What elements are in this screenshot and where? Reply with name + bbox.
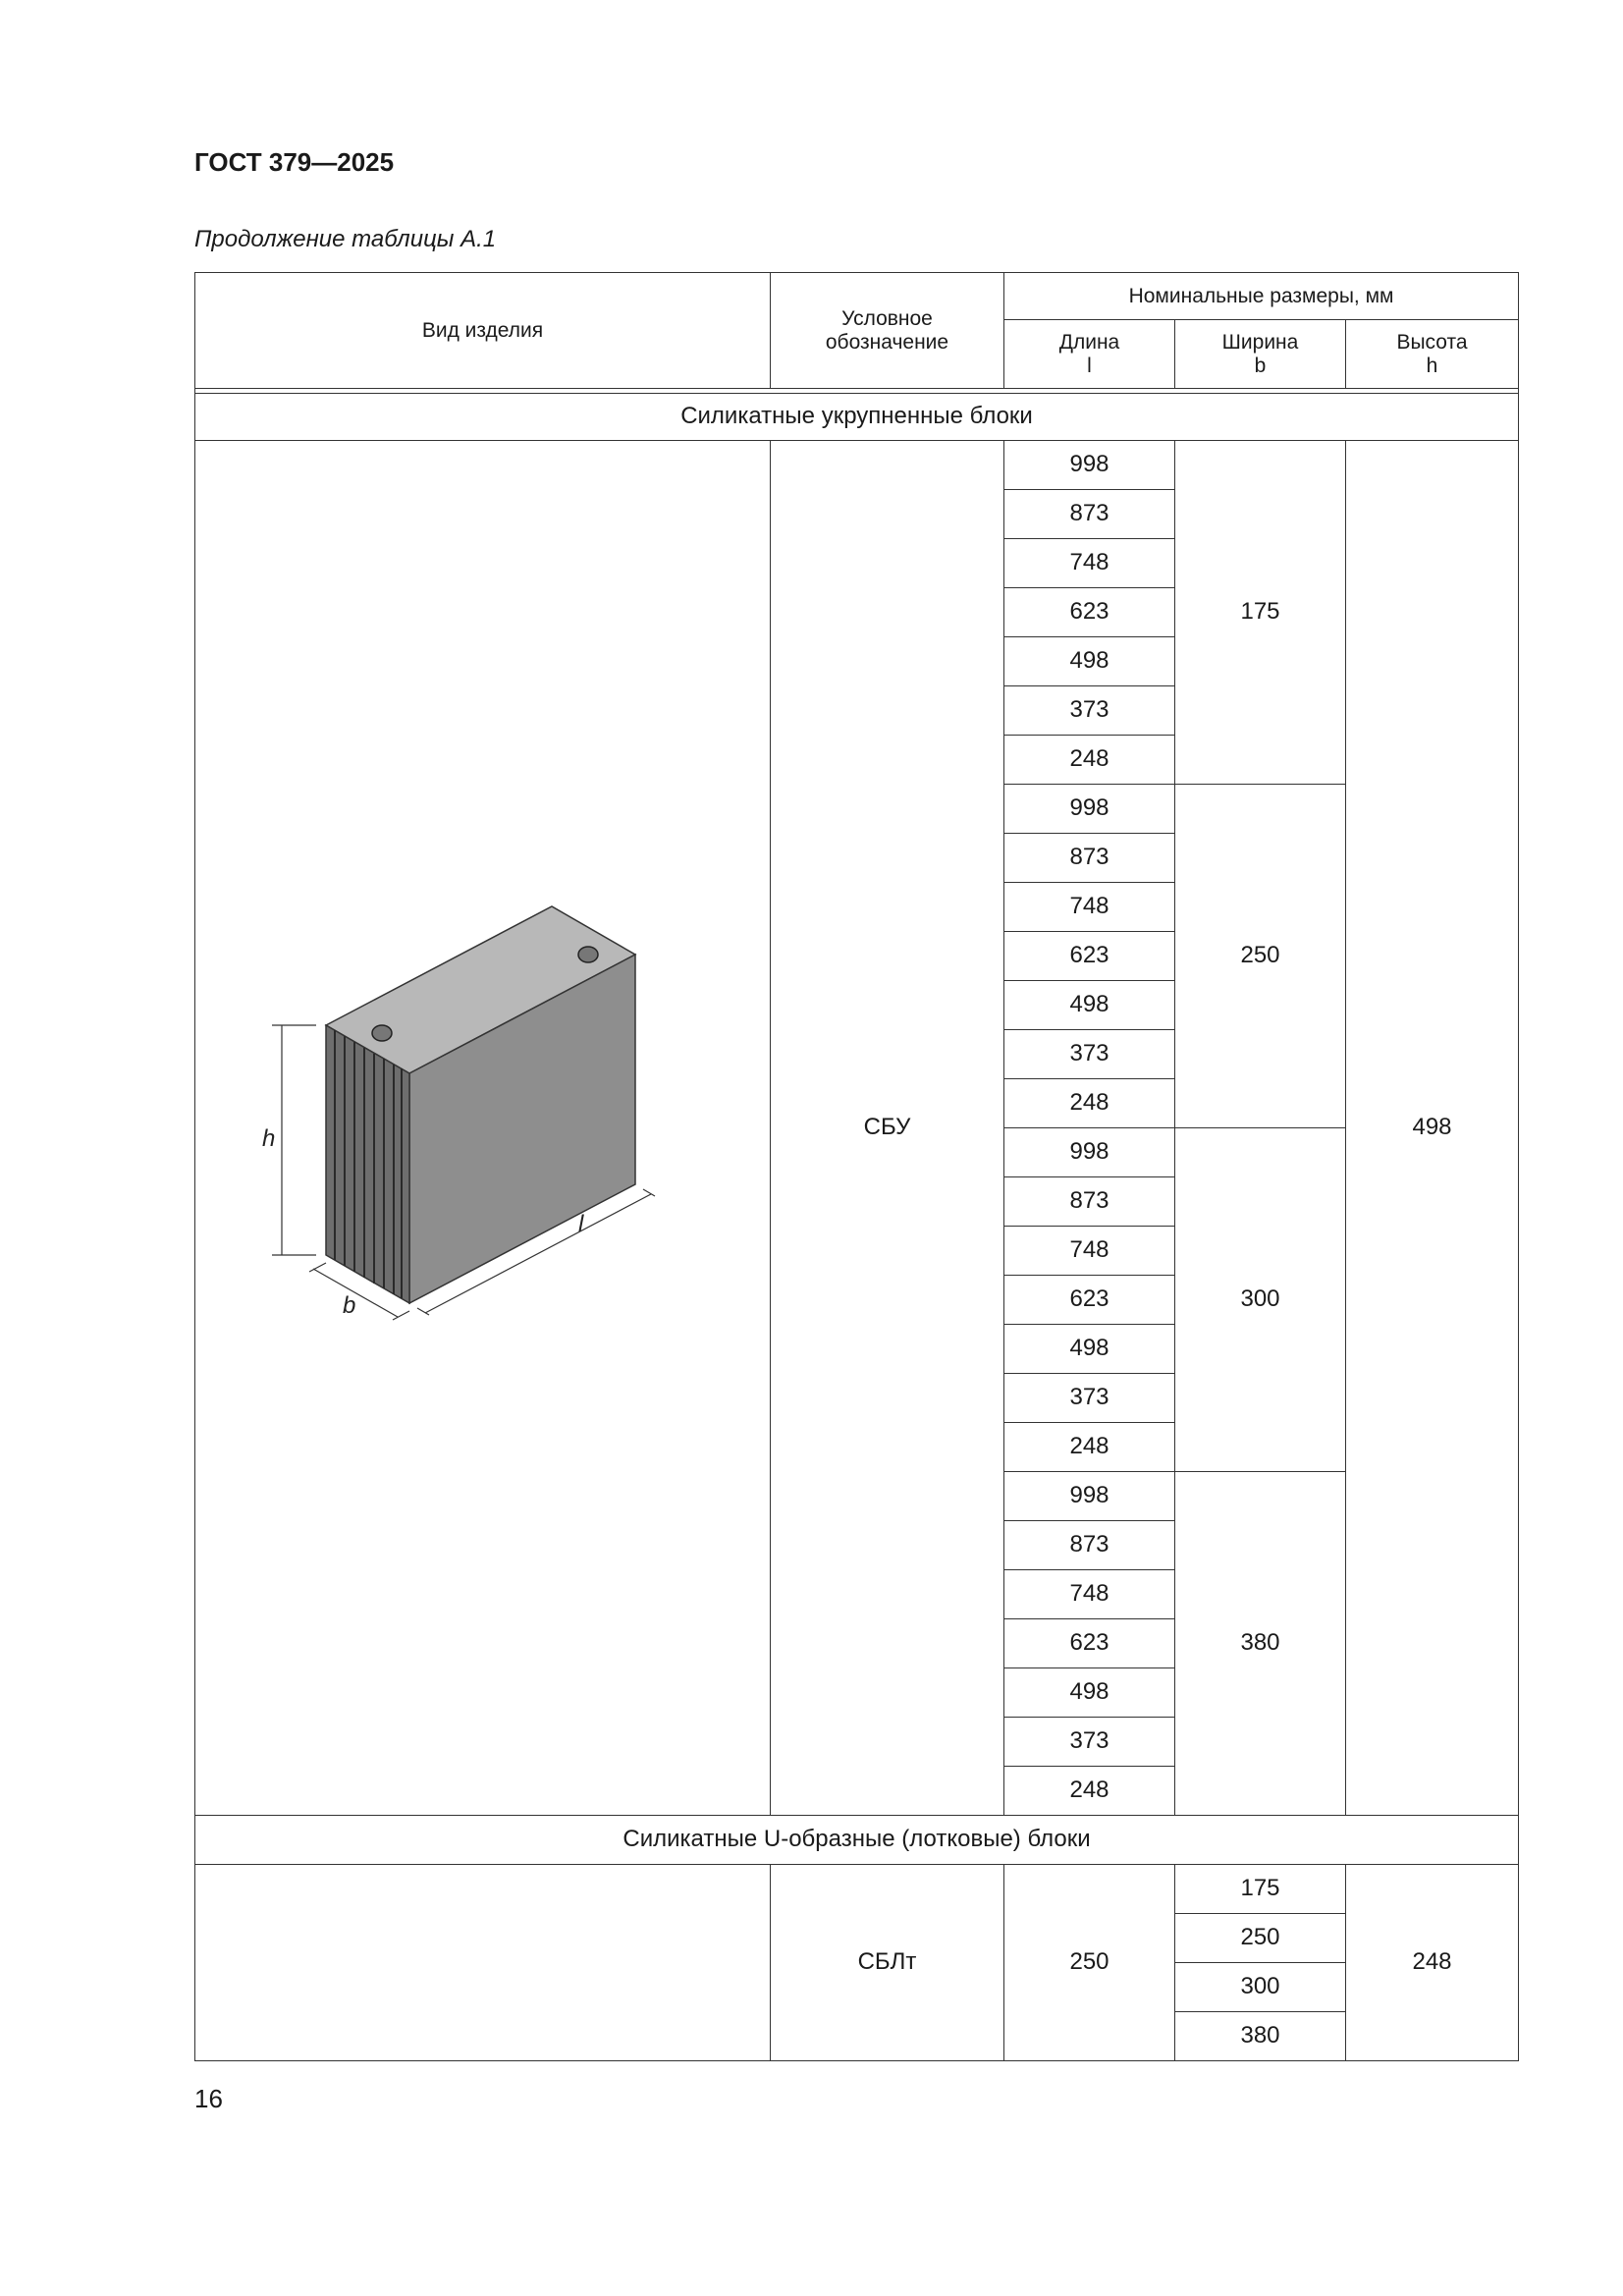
- header-designation-text: Условное обозначение: [825, 307, 949, 354]
- length-cell: 373: [1004, 686, 1175, 736]
- width-cell: 250: [1175, 1914, 1346, 1963]
- length-cell: 998: [1004, 785, 1175, 834]
- width-cell: 175: [1175, 1865, 1346, 1914]
- document-code: ГОСТ 379—2025: [194, 147, 395, 177]
- length-cell: 248: [1004, 1767, 1175, 1816]
- table-caption: Продолжение таблицы А.1: [194, 226, 497, 252]
- height-cell-sbu: 498: [1346, 441, 1519, 1816]
- designation-sbu: СБУ: [771, 441, 1004, 1816]
- length-cell: 498: [1004, 637, 1175, 686]
- width-cell: 300: [1175, 1128, 1346, 1472]
- length-cell: 498: [1004, 981, 1175, 1030]
- header-height: [1346, 320, 1519, 389]
- width-cell: 175: [1175, 441, 1346, 785]
- length-cell: 873: [1004, 1521, 1175, 1570]
- block-illustration: [252, 902, 714, 1354]
- length-cell: 623: [1004, 932, 1175, 981]
- length-cell: 998: [1004, 441, 1175, 490]
- length-cell: 498: [1004, 1325, 1175, 1374]
- length-cell: 248: [1004, 1079, 1175, 1128]
- section-title-large-blocks: Силикатные укрупненные блоки: [195, 394, 1519, 441]
- header-designation: [771, 273, 1004, 389]
- header-length: [1004, 320, 1175, 389]
- length-cell: 873: [1004, 1177, 1175, 1227]
- header-kind: Вид изделия: [195, 273, 771, 389]
- header-length-symbol: l: [1087, 354, 1092, 377]
- height-cell-sblt: 248: [1346, 1865, 1519, 2061]
- u-block-drawing-cell: [195, 1865, 771, 2061]
- length-cell: 998: [1004, 1128, 1175, 1177]
- length-cell: 623: [1004, 1619, 1175, 1668]
- dimensions-table: [194, 272, 1519, 2061]
- header-sizes: Номинальные размеры, мм: [1004, 273, 1519, 320]
- length-cell: 248: [1004, 1423, 1175, 1472]
- length-cell: 748: [1004, 883, 1175, 932]
- width-cell: 380: [1175, 2012, 1346, 2061]
- designation-sblt: СБЛт: [771, 1865, 1004, 2061]
- label-l: l: [577, 1210, 583, 1237]
- length-cell: 498: [1004, 1668, 1175, 1718]
- length-cell-sblt: 250: [1004, 1865, 1175, 2061]
- length-cell: 873: [1004, 490, 1175, 539]
- header-height-label: Высота: [1396, 331, 1468, 355]
- length-cell: 748: [1004, 1570, 1175, 1619]
- block-drawing-cell: [195, 441, 771, 1816]
- header-height-symbol: h: [1426, 354, 1438, 377]
- length-cell: 623: [1004, 588, 1175, 637]
- length-cell: 623: [1004, 1276, 1175, 1325]
- length-cell: 748: [1004, 539, 1175, 588]
- length-cell: 748: [1004, 1227, 1175, 1276]
- label-b: b: [342, 1291, 355, 1319]
- length-cell: 373: [1004, 1718, 1175, 1767]
- page-number: 16: [194, 2084, 223, 2113]
- header-width-symbol: b: [1254, 354, 1267, 377]
- width-cell: 300: [1175, 1963, 1346, 2012]
- header-width-label: Ширина: [1221, 331, 1299, 355]
- section-title-u-blocks: Силикатные U-образные (лотковые) блоки: [195, 1816, 1519, 1865]
- length-cell: 373: [1004, 1030, 1175, 1079]
- width-cell: 250: [1175, 785, 1346, 1128]
- length-cell: 998: [1004, 1472, 1175, 1521]
- width-cell: 380: [1175, 1472, 1346, 1816]
- header-length-label: Длина: [1058, 331, 1120, 355]
- length-cell: 373: [1004, 1374, 1175, 1423]
- header-width: [1175, 320, 1346, 389]
- length-cell: 873: [1004, 834, 1175, 883]
- label-h: h: [261, 1124, 275, 1152]
- length-cell: 248: [1004, 736, 1175, 785]
